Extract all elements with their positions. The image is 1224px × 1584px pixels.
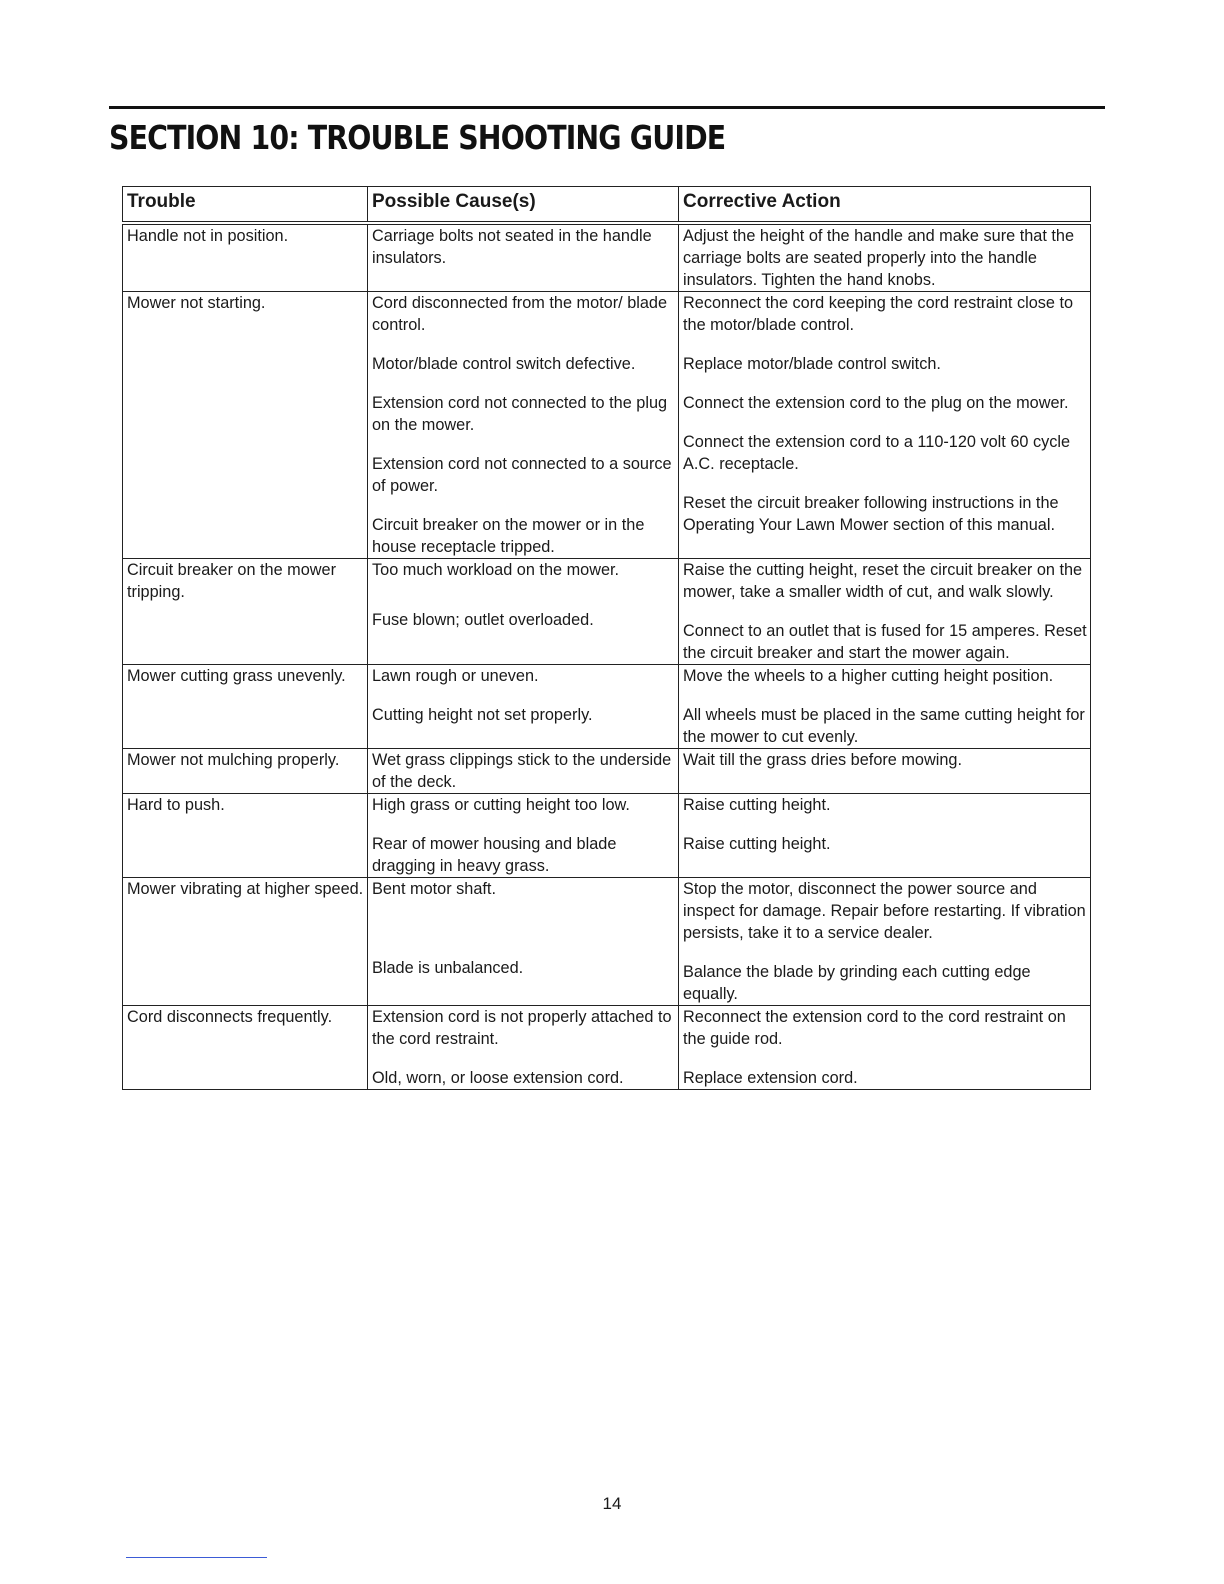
trouble-cell [123,878,368,1006]
trouble-text: Cord disconnects frequently. [127,1008,333,1026]
action-cell [679,878,1091,1006]
top-rule [109,106,1105,109]
table-row [123,665,1091,749]
trouble-cell [123,665,368,749]
cause-text: Blade is unbalanced. [372,959,524,977]
trouble-text: Handle not in position. [127,227,289,245]
table-row [123,223,1091,292]
cause-cell [368,1006,679,1090]
trouble-cell [123,1006,368,1090]
page-number: 14 [602,1494,622,1513]
action-text: Reconnect the cord keeping the cord restraint close to the motor/blade control. [683,294,1074,334]
action-text: Wait till the grass dries before mowing. [683,751,962,769]
action-text: Replace motor/blade control switch. [683,355,941,373]
action-text: Connect to an outlet that is fused for 15 amperes. Reset the circuit breaker and start the mower again. [683,622,1087,662]
cause-text: Rear of mower housing and blade dragging in heavy grass. [372,835,617,875]
trouble-cell [123,559,368,665]
troubleshooting-table [122,186,1091,1090]
trouble-text: Mower vibrating at higher speed. [127,880,364,898]
action-cell [679,559,1091,665]
cause-cell [368,749,679,794]
trouble-text: Mower cutting grass unevenly. [127,667,346,685]
cause-cell [368,559,679,665]
trouble-text: Hard to push. [127,796,225,814]
cause-text: Wet grass clippings stick to the underside of the deck. [372,751,672,791]
cause-text: Extension cord is not properly attached to the cord restraint. [372,1008,672,1048]
header-possible-causes: Possible Cause(s) [368,187,679,224]
action-text: Reset the circuit breaker following instructions in the Operating Your Lawn Mower section of this manual. [683,494,1059,534]
action-cell [679,749,1091,794]
action-text: Stop the motor, disconnect the power source and inspect for damage. Repair before restarting. If vibration persists, take it to a service dealer. [683,880,1086,942]
action-text: Move the wheels to a higher cutting height position. [683,667,1054,685]
action-cell [679,292,1091,559]
table-row [123,794,1091,878]
action-cell [679,665,1091,749]
trouble-cell [123,292,368,559]
cause-text: Extension cord not connected to the plug on the mower. [372,394,668,434]
table-row [123,749,1091,794]
cause-text: Carriage bolts not seated in the handle insulators. [372,227,652,267]
cause-text: High grass or cutting height too low. [372,796,630,814]
action-text: Adjust the height of the handle and make sure that the carriage bolts are seated properly into the handle insulators. Tighten the hand knobs. [683,227,1075,289]
cause-text: Fuse blown; outlet overloaded. [372,611,594,629]
action-text: Reconnect the extension cord to the cord restraint on the guide rod. [683,1008,1066,1048]
cause-text: Too much workload on the mower. [372,561,620,579]
section-title: SECTION 10: TROUBLE SHOOTING GUIDE [109,118,726,157]
action-cell [679,1006,1091,1090]
action-cell [679,223,1091,292]
cause-text: Extension cord not connected to a source of power. [372,455,672,495]
cause-text: Old, worn, or loose extension cord. [372,1069,624,1087]
action-cell [679,794,1091,878]
table-header-row [123,187,1091,224]
action-text: Connect the extension cord to a 110-120 volt 60 cycle A.C. receptacle. [683,433,1071,473]
action-text: Raise cutting height. [683,835,831,853]
header-trouble: Trouble [123,187,368,224]
table-row [123,1006,1091,1090]
action-text: Replace extension cord. [683,1069,858,1087]
footer-link-line [126,1557,267,1558]
trouble-text: Circuit breaker on the mower tripping. [127,561,337,601]
header-corrective-action: Corrective Action [679,187,1091,224]
cause-cell [368,665,679,749]
action-text: All wheels must be placed in the same cutting height for the mower to cut evenly. [683,706,1085,746]
trouble-cell [123,749,368,794]
cause-cell [368,223,679,292]
cause-cell [368,794,679,878]
trouble-cell [123,223,368,292]
table-row [123,559,1091,665]
cause-text: Cutting height not set properly. [372,706,593,724]
cause-text: Bent motor shaft. [372,880,496,898]
trouble-cell [123,794,368,878]
action-text: Raise cutting height. [683,796,831,814]
trouble-text: Mower not starting. [127,294,266,312]
action-text: Raise the cutting height, reset the circuit breaker on the mower, take a smaller width of cut, and walk slowly. [683,561,1083,601]
cause-text: Cord disconnected from the motor/ blade control. [372,294,668,334]
cause-cell [368,878,679,1006]
cause-text: Lawn rough or uneven. [372,667,539,685]
trouble-text: Mower not mulching properly. [127,751,340,769]
action-text: Balance the blade by grinding each cutting edge equally. [683,963,1031,1003]
action-text: Connect the extension cord to the plug on the mower. [683,394,1069,412]
cause-text: Motor/blade control switch defective. [372,355,636,373]
cause-cell [368,292,679,559]
cause-text: Circuit breaker on the mower or in the house receptacle tripped. [372,516,645,556]
table-row [123,878,1091,1006]
table-row [123,292,1091,559]
